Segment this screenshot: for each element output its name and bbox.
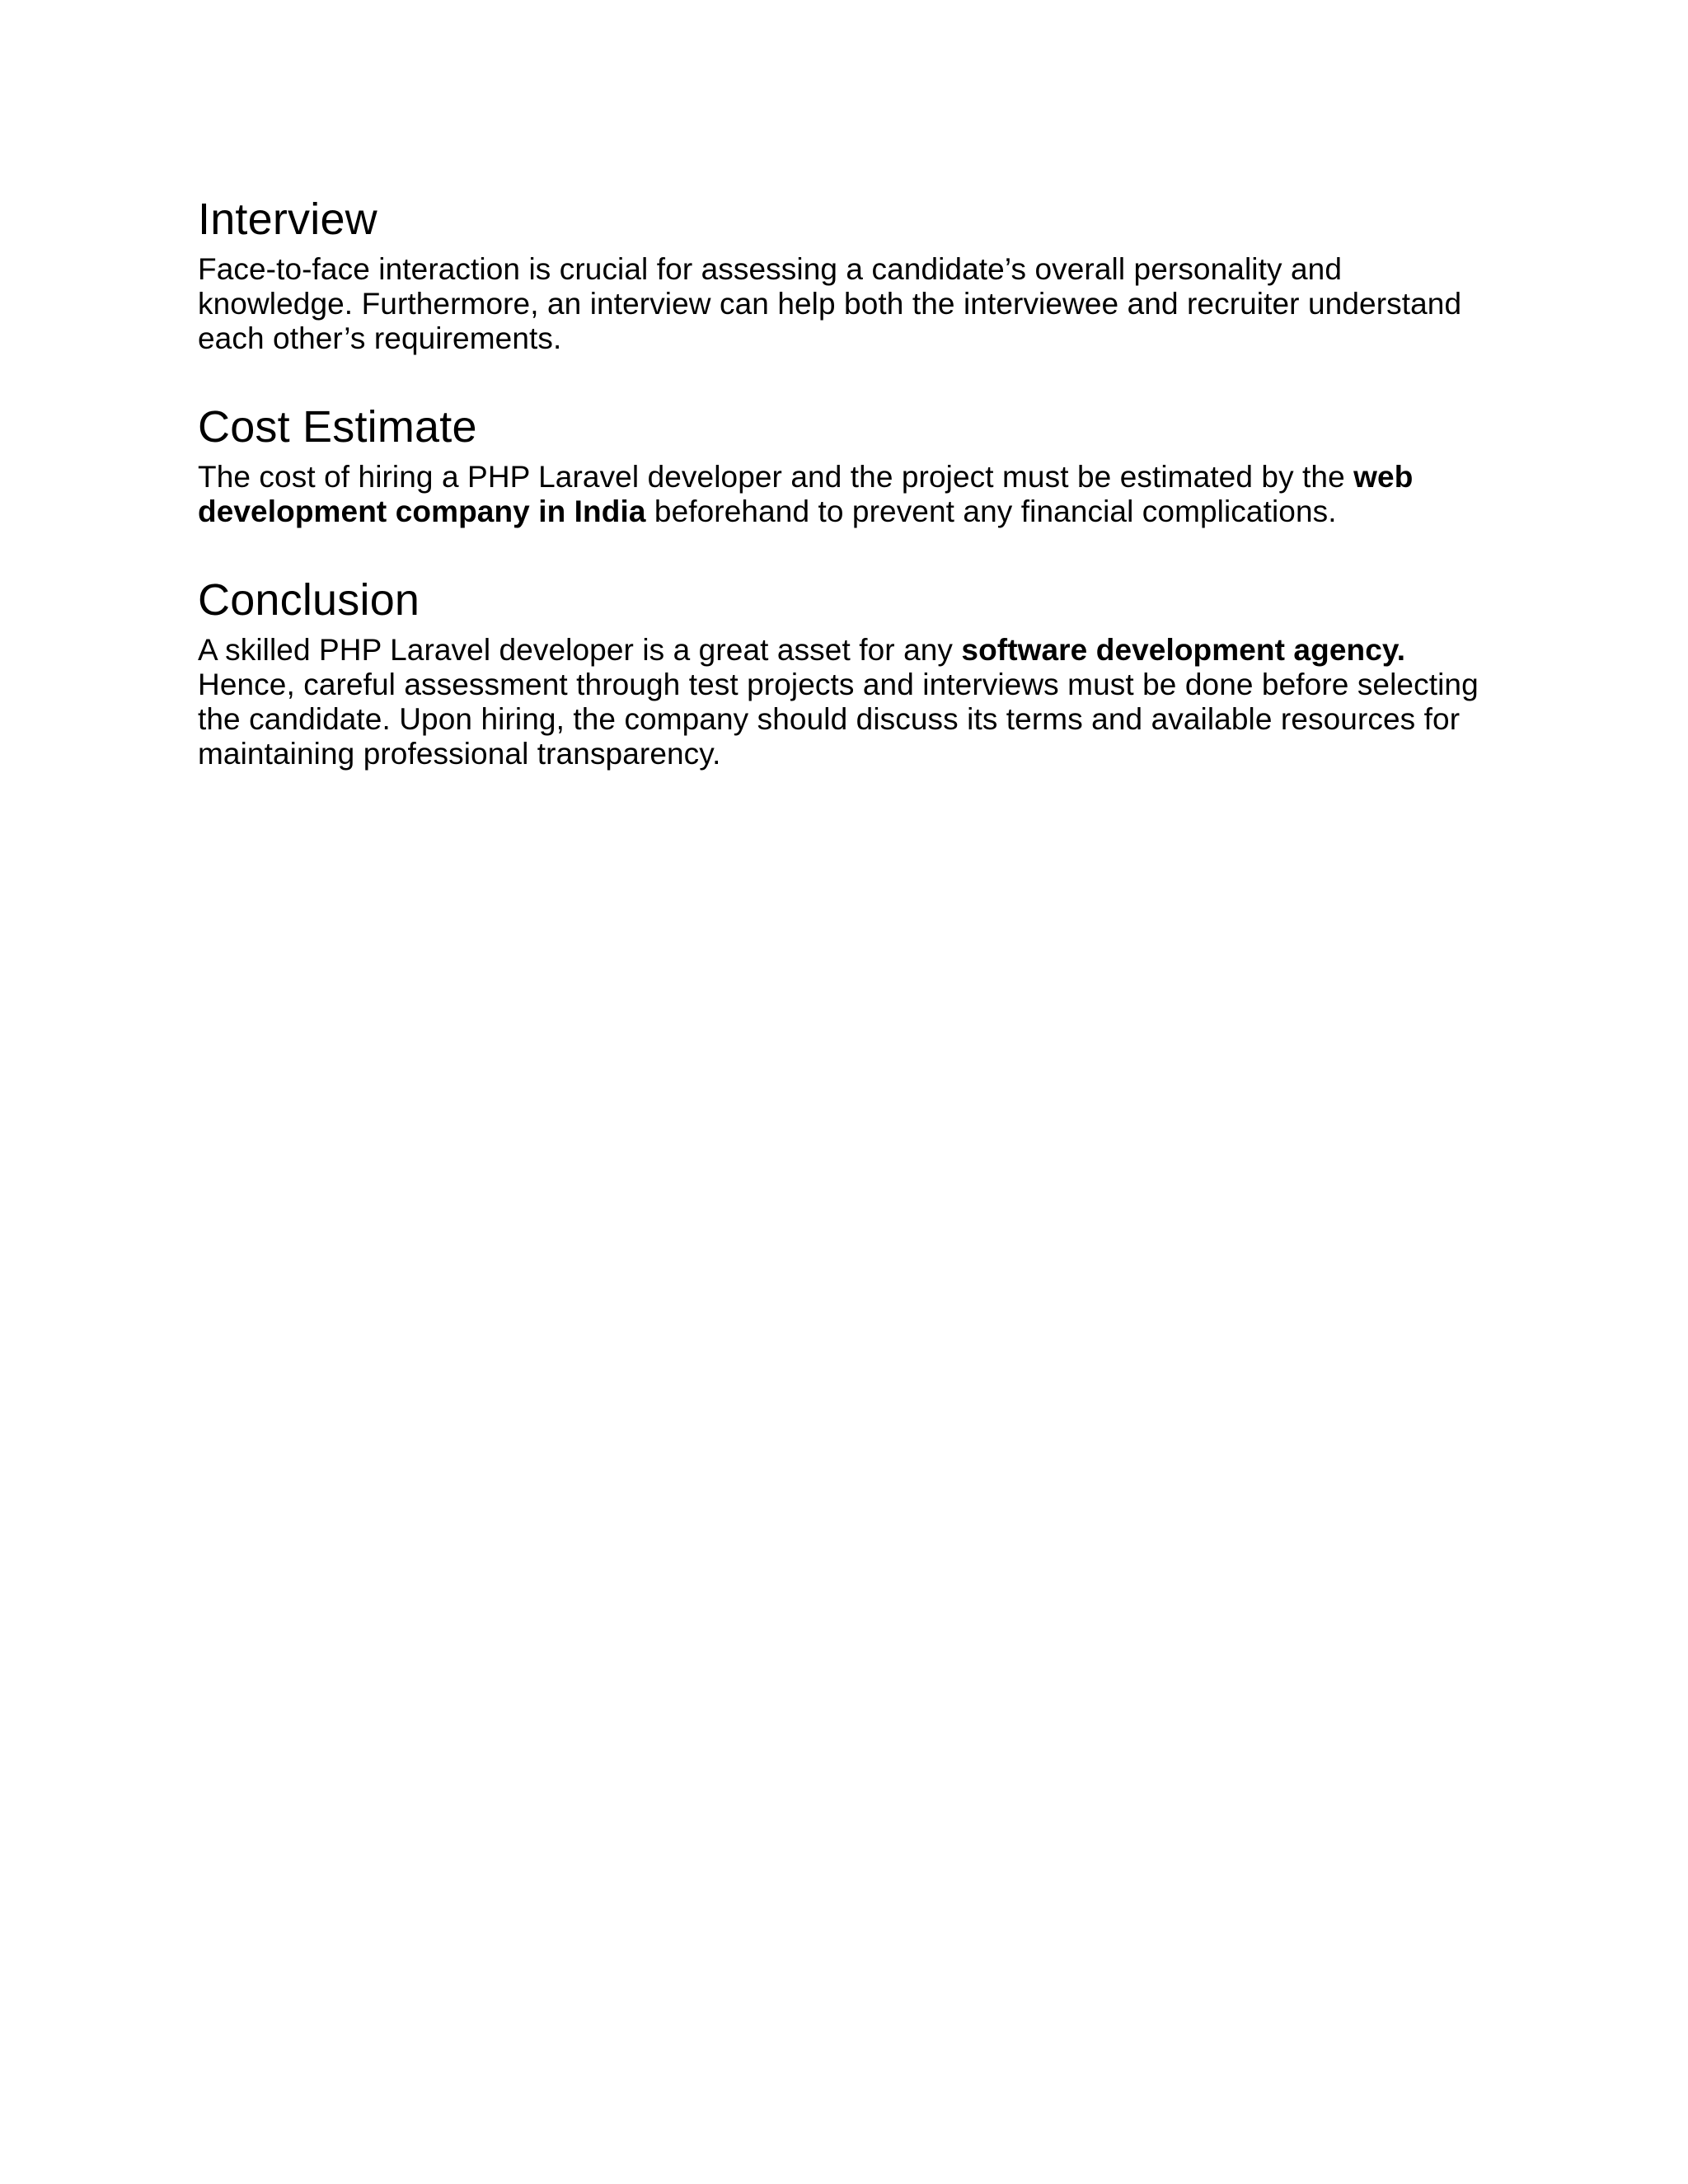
section-heading: Cost Estimate xyxy=(198,402,477,452)
paragraph-text: A skilled PHP Laravel developer is a great asset for any xyxy=(198,633,962,667)
section-cost-estimate xyxy=(198,399,1500,529)
paragraph-text: Face-to-face interaction is crucial for assessing a candidate’s overall personality and knowledge. Furthermore, an interview can help both the interviewee and recruiter understand each other’s requirements. xyxy=(198,252,1462,355)
paragraph-text: beforehand to prevent any financial complications. xyxy=(645,494,1337,528)
section-heading: Conclusion xyxy=(198,575,420,625)
document-page xyxy=(198,191,1500,813)
paragraph-text: The cost of hiring a PHP Laravel developer and the project must be estimated by the xyxy=(198,460,1354,494)
bold-keyword: software development agency. xyxy=(961,633,1406,667)
section-paragraph xyxy=(198,252,1500,356)
section-conclusion xyxy=(198,572,1500,771)
section-paragraph xyxy=(198,633,1500,771)
paragraph-text: Hence, careful assessment through test projects and interviews must be done before selecting the candidate. Upon hiring, the company should discuss its terms and available resources for maintaining professional transparency. xyxy=(198,668,1479,771)
section-paragraph xyxy=(198,460,1500,529)
bold-keyword: web development company in India xyxy=(198,460,1414,528)
section-heading: Interview xyxy=(198,194,377,244)
section-interview xyxy=(198,191,1500,356)
